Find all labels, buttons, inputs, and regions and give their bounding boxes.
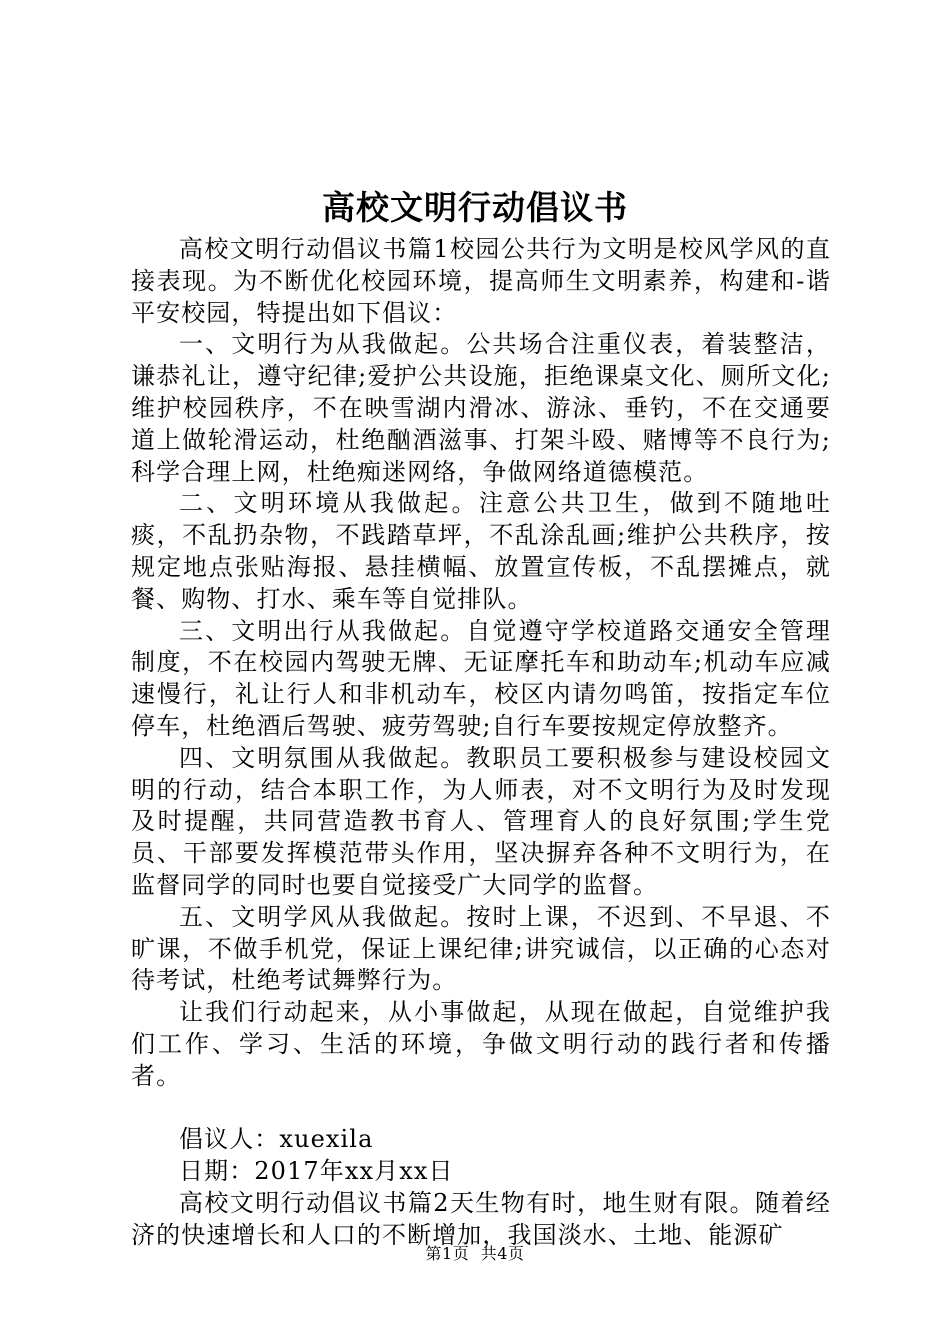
blank-line [131, 1093, 831, 1125]
second-article-paragraph: 高校文明行动倡议书篇2天生物有时，地生财有限。随着经济的快速增长和人口的不断增加，我国淡水、土地、能源矿 [131, 1188, 831, 1249]
item-1-paragraph: 一、文明行为从我做起。公共场合注重仪表，着装整洁，谦恭礼让，遵守纪律;爱护公共设施，拒绝课桌文化、厕所文化;维护校园秩序，不在映雪湖内滑冰、游泳、垂钓，不在交通要道上做轮滑运动，杜绝酗酒滋事、打架斗殴、赌博等不良行为;科学合理上网，杜绝痴迷网络，争做网络道德模范。 [131, 330, 831, 486]
page-number: 第1页 [425, 1244, 470, 1263]
item-5-paragraph: 五、文明学风从我做起。按时上课，不迟到、不早退、不旷课，不做手机党，保证上课纪律;讲究诚信，以正确的心态对待考试，杜绝考试舞弊行为。 [131, 902, 831, 995]
document-title: 高校文明行动倡议书 [322, 188, 628, 227]
date-line: 日期：2017年xx月xx日 [179, 1157, 454, 1186]
item-4-paragraph: 四、文明氛围从我做起。教职员工要积极参与建设校园文明的行动，结合本职工作，为人师表，对不文明行为及时发现及时提醒，共同营造教书育人、管理育人的良好氛围;学生党员、干部要发挥模范带头作用，坚决摒弃各种不文明行为，在监督同学的同时也要自觉接受广大同学的监督。 [131, 743, 831, 899]
initiator-line: 倡议人：xuexila [179, 1125, 374, 1154]
page-total: 共4页 [480, 1244, 525, 1263]
item-3-paragraph: 三、文明出行从我做起。自觉遵守学校道路交通安全管理制度，不在校园内驾驶无牌、无证摩托车和助动车;机动车应减速慢行，礼让行人和非机动车，校区内请勿鸣笛，按指定车位停车，杜绝酒后驾驶、疲劳驾驶;自行车要按规定停放整齐。 [131, 616, 831, 740]
closing-paragraph: 让我们行动起来，从小事做起，从现在做起，自觉维护我们工作、学习、生活的环境，争做文明行动的践行者和传播者。 [131, 998, 831, 1090]
document-body [131, 234, 831, 1252]
page-footer [0, 1243, 950, 1265]
item-2-paragraph: 二、文明环境从我做起。注意公共卫生，做到不随地吐痰，不乱扔杂物，不践踏草坪，不乱涂乱画;维护公共秩序，按规定地点张贴海报、悬挂横幅、放置宣传板，不乱摆摊点，就餐、购物、打水、乘车等自觉排队。 [131, 489, 831, 613]
intro-paragraph: 高校文明行动倡议书篇1校园公共行为文明是校风学风的直接表现。为不断优化校园环境，提高师生文明素养，构建和-谐平安校园，特提出如下倡议： [131, 235, 831, 327]
